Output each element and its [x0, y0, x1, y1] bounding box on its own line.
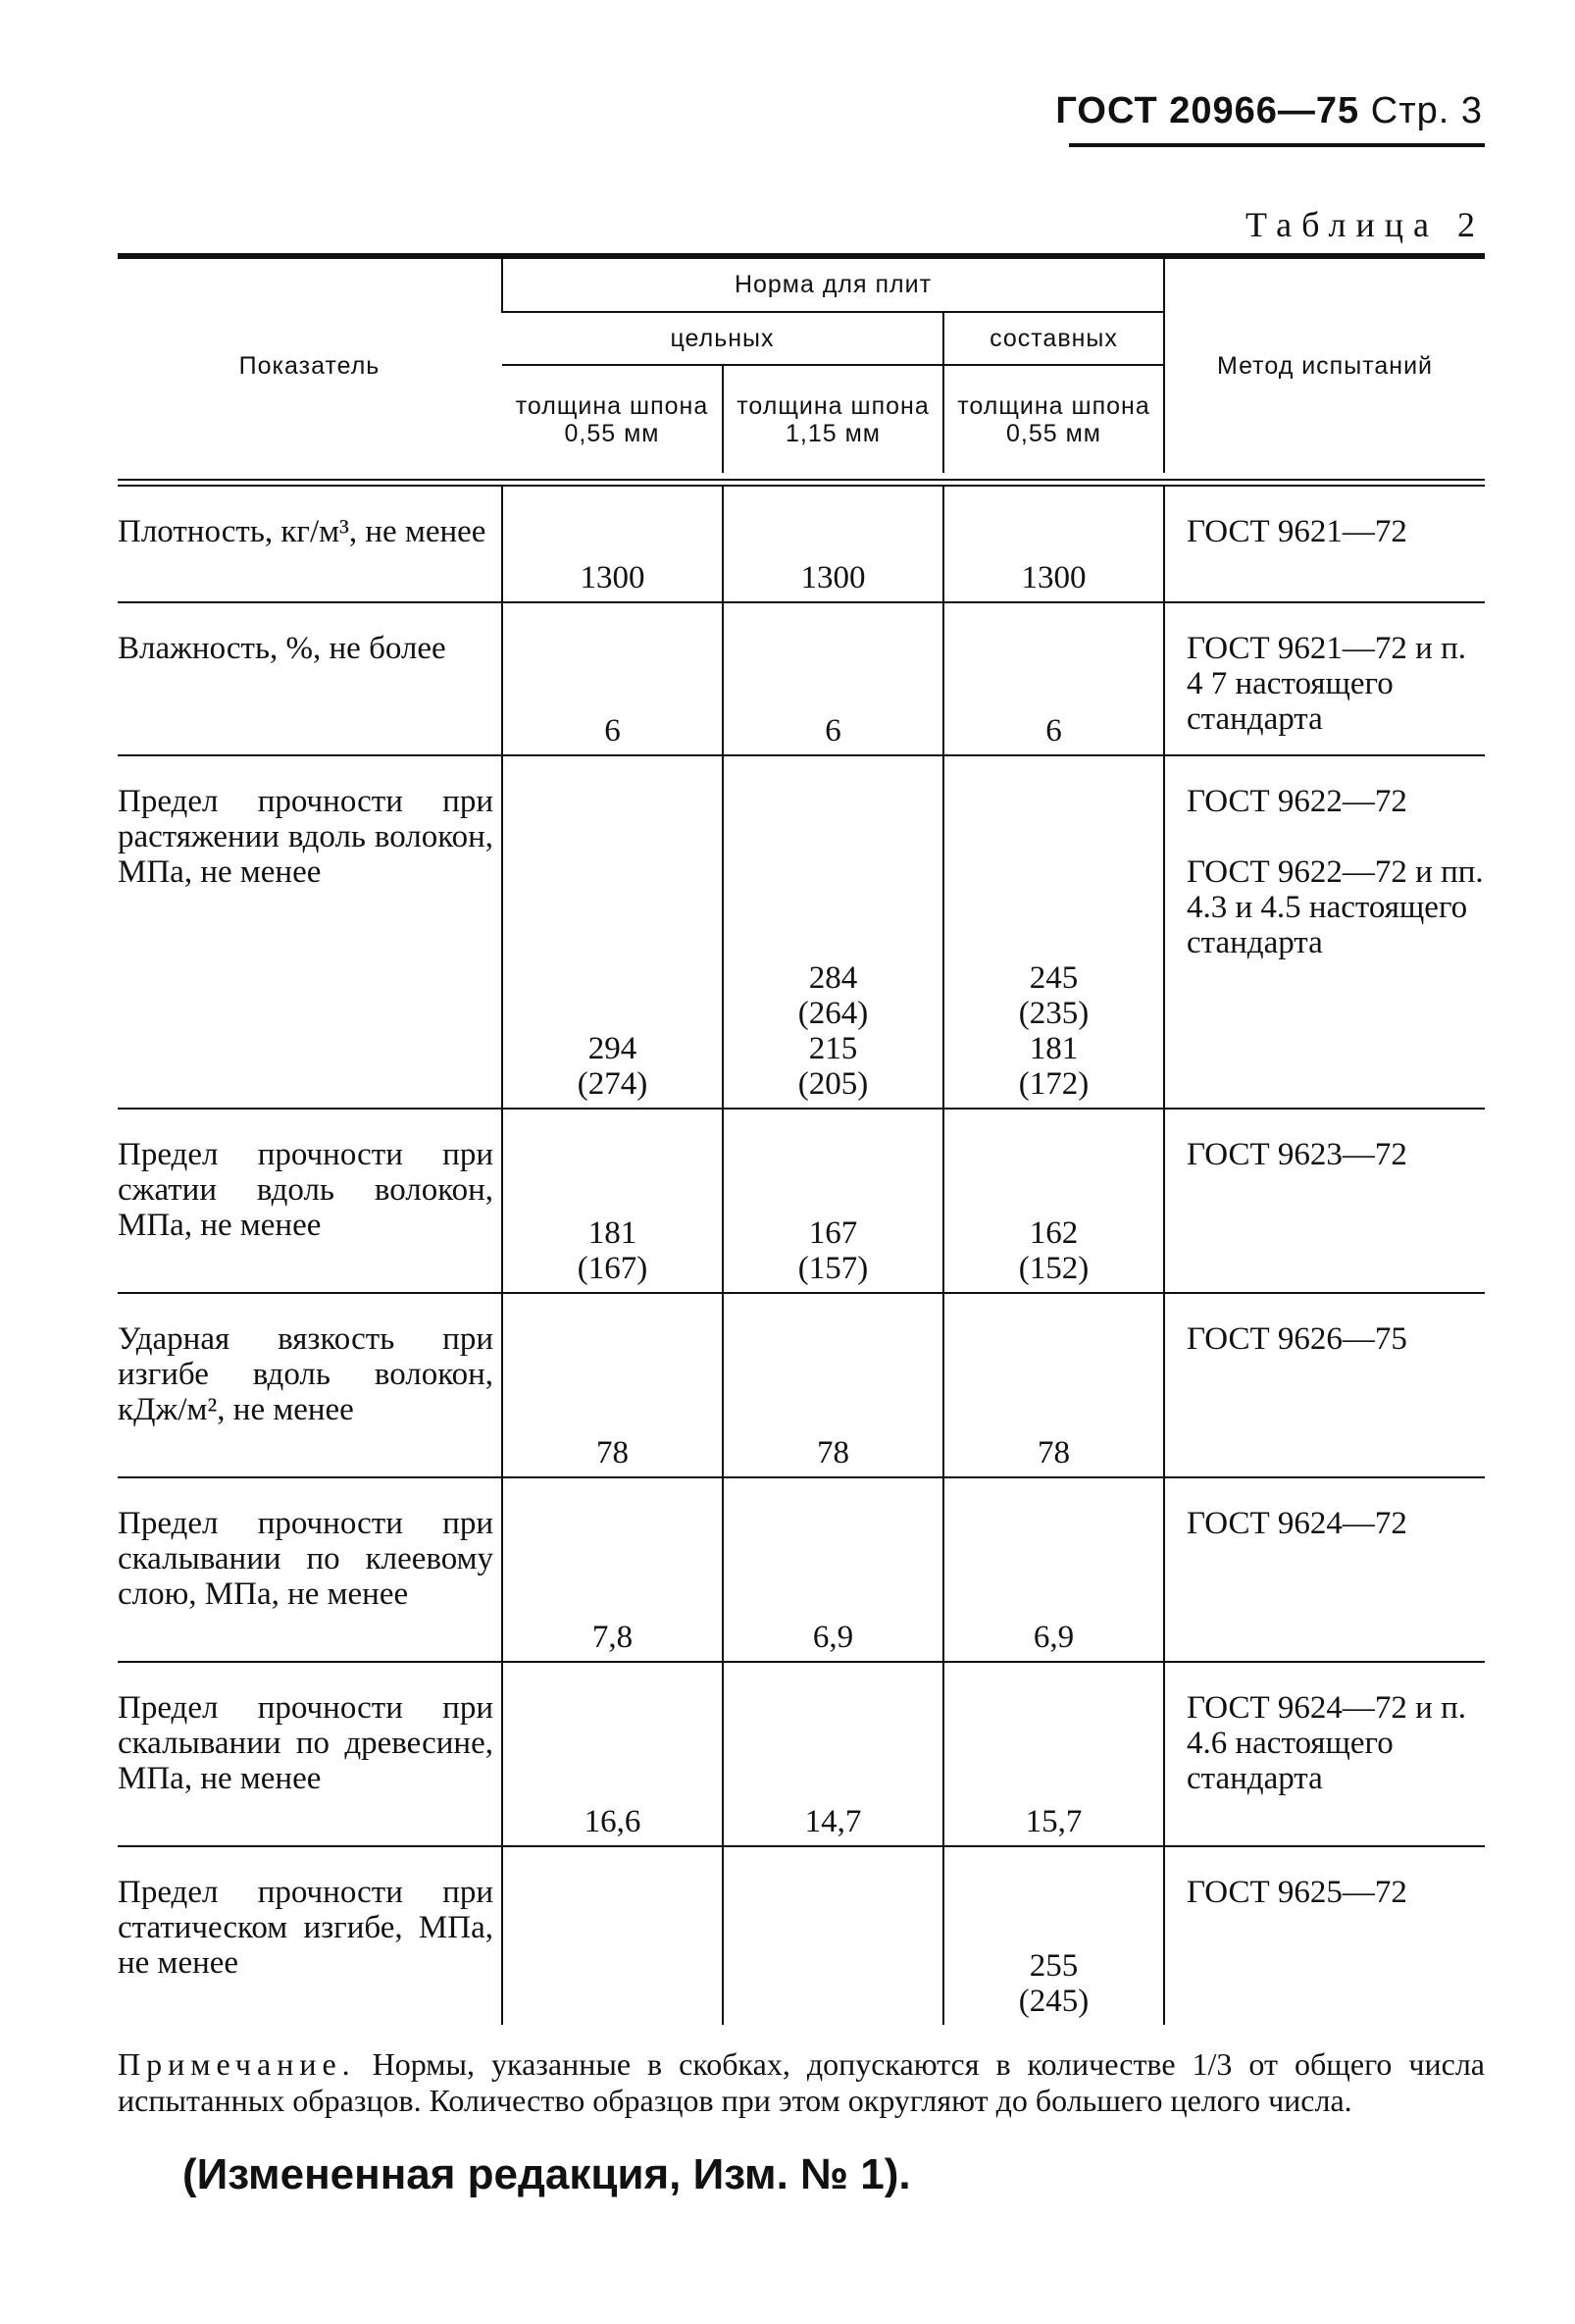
header-col1: толщина шпона 0,55 мм	[515, 391, 709, 447]
value-solid-055: 78	[502, 1293, 723, 1477]
value-composite-055: 245 (235) 181 (172)	[943, 755, 1164, 1109]
value-solid-055: 16,6	[502, 1662, 723, 1846]
row-method: ГОСТ 9621—72	[1164, 487, 1485, 602]
header-composite: составных	[943, 312, 1164, 365]
page-header	[1055, 90, 1483, 132]
row-method: ГОСТ 9621—72 и п. 4 7 настоящего стандарта	[1164, 602, 1485, 755]
table-row	[118, 487, 1485, 602]
value-solid-055: 6	[502, 602, 723, 755]
value-composite-055: 255 (245)	[943, 1846, 1164, 2025]
row-name: Предел прочности при сжатии вдоль волокон, МПа, не менее	[118, 1109, 502, 1293]
value-composite-055: 162 (152)	[943, 1109, 1164, 1293]
header-rule	[1069, 143, 1485, 147]
row-method: ГОСТ 9624—72	[1164, 1477, 1485, 1662]
row-method: ГОСТ 9622—72 ГОСТ 9622—72 и пп. 4.3 и 4.5 настоящего стандарта	[1164, 755, 1485, 1109]
table-header	[118, 259, 1485, 473]
value-solid-115: 78	[723, 1293, 943, 1477]
row-name: Предел прочности при статическом изгибе, МПа, не менее	[118, 1875, 493, 1981]
properties-table	[118, 253, 1485, 2025]
row-name: Ударная вязкость при изгибе вдоль волокон, кДж/м², не менее	[118, 1293, 502, 1477]
row-method: ГОСТ 9625—72	[1164, 1846, 1485, 2025]
value-solid-055: 294 (274)	[502, 755, 723, 1109]
value-solid-115: 167 (157)	[723, 1109, 943, 1293]
value-solid-055: 181 (167)	[502, 1109, 723, 1293]
header-norm-group: Норма для плит	[502, 259, 1164, 312]
value-solid-055: 1300	[502, 487, 723, 602]
value-composite-055: 6,9	[943, 1477, 1164, 1662]
row-method: ГОСТ 9626—75	[1164, 1293, 1485, 1477]
table-row	[118, 1846, 1485, 2025]
row-name: Предел прочности при растяжении вдоль волокон, МПа, не менее	[118, 755, 502, 1109]
table-row	[118, 602, 1485, 755]
row-name: Влажность, %, не более	[118, 602, 502, 755]
note-label: Примечание.	[118, 2046, 356, 2082]
table-body	[118, 487, 1485, 2025]
header-col2: толщина шпона 1,15 мм	[723, 365, 943, 473]
note-text: Нормы, указанные в скобках, допускаются в количестве 1/3 от общего числа испытанных образцов. Количество образцов при этом округляют до большего целого числа.	[118, 2046, 1486, 2118]
value-solid-115: 1300	[723, 487, 943, 602]
value-solid-115: 6,9	[723, 1477, 943, 1662]
value-solid-055: 7,8	[502, 1477, 723, 1662]
row-name: Предел прочности при скалывании по клеевому слою, МПа, не менее	[118, 1477, 502, 1662]
row-name: Предел прочности при скалывании по древесине, МПа, не менее	[118, 1662, 502, 1846]
page-number: Стр. 3	[1370, 90, 1483, 131]
row-method: ГОСТ 9623—72	[1164, 1109, 1485, 1293]
value-composite-055: 15,7	[943, 1662, 1164, 1846]
header-method: Метод испытаний	[1164, 259, 1485, 473]
header-separator	[118, 479, 1485, 487]
row-name: Плотность, кг/м³, не менее	[118, 487, 502, 602]
edition-note: (Измененная редакция, Изм. № 1).	[182, 2150, 911, 2198]
value-composite-055: 78	[943, 1293, 1164, 1477]
header-indicator: Показатель	[238, 351, 381, 380]
table-note	[118, 2046, 1485, 2119]
value-composite-055: 6	[943, 602, 1164, 755]
standard-number: ГОСТ 20966—75	[1055, 90, 1360, 131]
table-row	[118, 1109, 1485, 1293]
value-solid-115: 284 (264) 215 (205)	[723, 755, 943, 1109]
table-row	[118, 755, 1485, 1109]
table-row	[118, 1477, 1485, 1662]
table-row	[118, 1293, 1485, 1477]
row-method: ГОСТ 9624—72 и п. 4.6 настоящего стандарта	[1164, 1662, 1485, 1846]
header-solid: цельных	[502, 312, 943, 365]
value-solid-115	[723, 1846, 943, 2025]
value-composite-055: 1300	[943, 487, 1164, 602]
table-caption: Таблица 2	[1245, 205, 1485, 244]
value-solid-115: 6	[723, 602, 943, 755]
value-solid-115: 14,7	[723, 1662, 943, 1846]
table-row	[118, 1662, 1485, 1846]
value-solid-055	[502, 1846, 723, 2025]
header-col3: толщина шпона 0,55 мм	[943, 365, 1164, 473]
